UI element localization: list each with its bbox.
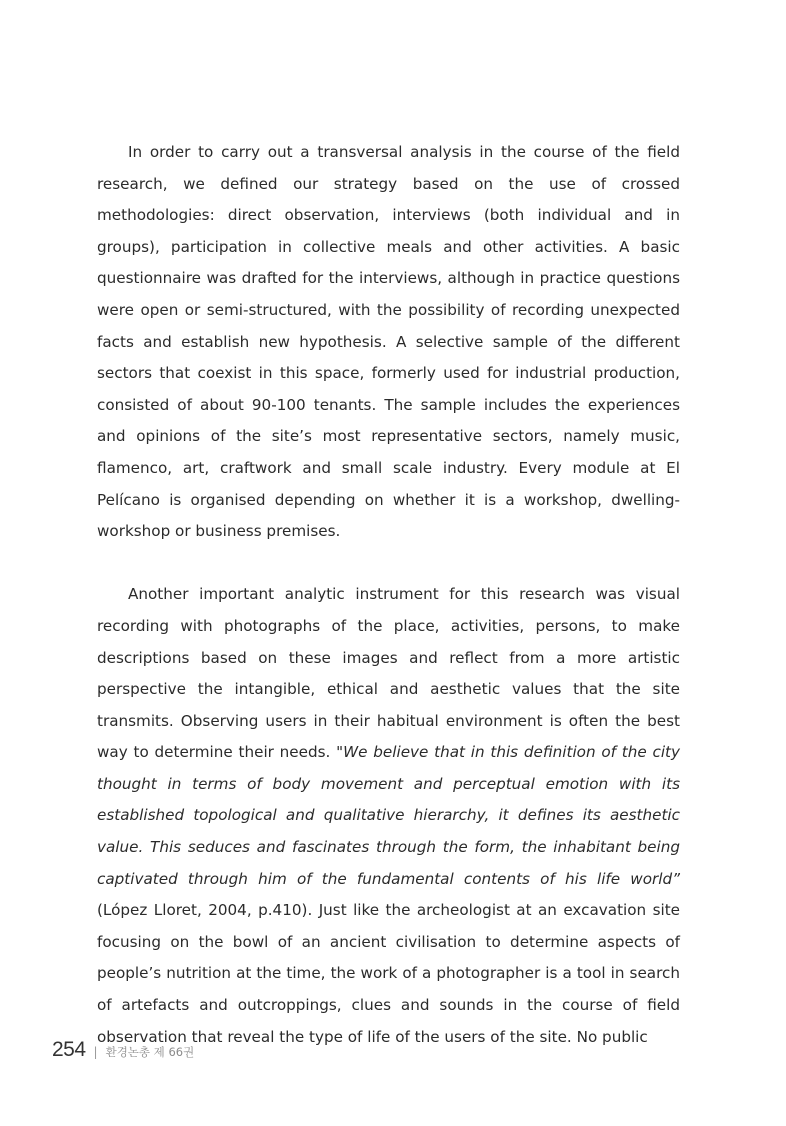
page-number: 254	[52, 1038, 86, 1061]
paragraph-methodology	[97, 137, 680, 548]
paragraph-methodology-text: In order to carry out a transversal analysis in the course of the field research, we defined our strategy based on the use of crossed methodologies: direct observation, interviews (both individual and in groups), participation in collective meals and other activities. A basic questionnaire was drafted for the interviews, although in practice questions were open or semi-structured, with the possibility of recording unexpected facts and establish new hypothesis. A selective sample of the different sectors that coexist in this space, formerly used for industrial production, consisted of about 90-100 tenants. The sample includes the experiences and opinions of the site’s most representative sectors, namely music, flamenco, art, craftwork and small scale industry. Every module at El Pelícano is organised depending on whether it is a workshop, dwelling-workshop or business premises.	[97, 143, 680, 541]
quotation-lopez-lloret: "We believe that in this definition of the city thought in terms of body movement and perceptual emotion with its established topological and qualitative hierarchy, it defines its aesthetic value. This seduces and fascinates through the form, the inhabitant being captivated through him of the fundamental contents of his life world”	[97, 743, 680, 888]
footer-divider: |	[93, 1045, 98, 1059]
paragraph-visual-recording-end: (López Lloret, 2004, p.410). Just like the archeologist at an excavation site focusing on the bowl of an ancient civilisation to determine aspects of people’s nutrition at the time, the work of a photographer is a tool in search of artefacts and outcroppings, clues and sounds in the course of field observation that reveal the type of life of the users of the site. No public	[97, 901, 680, 1046]
paragraph-visual-recording	[97, 579, 680, 1053]
body-text	[97, 137, 680, 1053]
journal-name: 환경논총 제 66권	[105, 1045, 195, 1059]
paragraph-visual-recording-start: Another important analytic instrument for this research was visual recording with photographs of the place, activities, persons, to make descriptions based on these images and reflect from a more artistic perspective the intangible, ethical and aesthetic values that the site transmits. Observing users in their habitual environment is often the best way to determine their needs.	[97, 585, 680, 762]
page-footer	[52, 1038, 194, 1062]
